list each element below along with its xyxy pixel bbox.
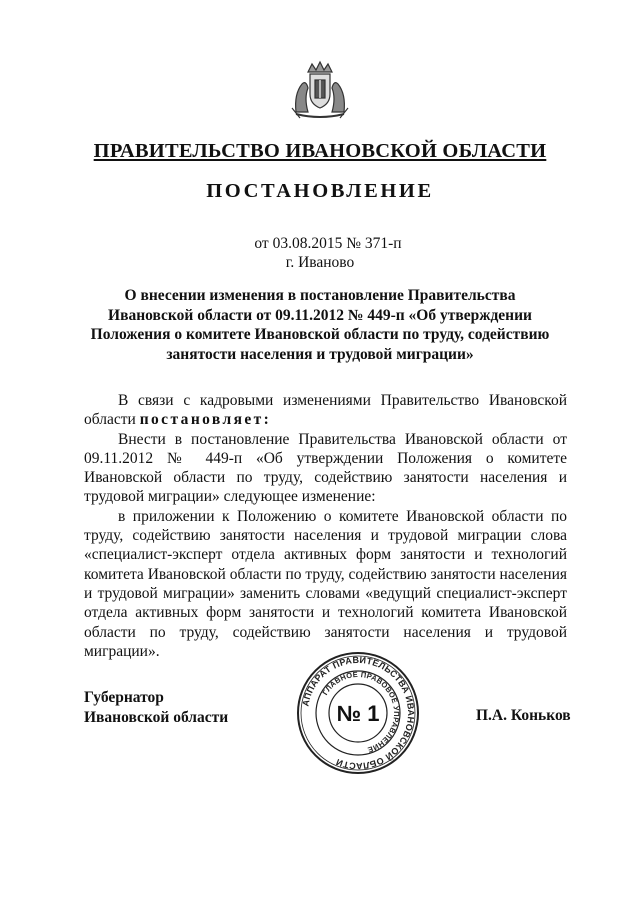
paragraph-amendment: в приложении к Положению о комитете Ивановской области по труду, содействию занятости населения и трудовой миграции слова «специалист-эксперт отдела активных форм занятости и технологий комитета Ивановской области по труду, содействию занятости населения и трудовой миграции» заменить словами «ведущий специалист-эксперт отдела активных форм занятости и технологий комитета Ивановской области по труду, содействию занятости населения и трудовой миграции». [84, 507, 567, 660]
subject-line: Положения о комитете Ивановской области по труду, содействию [90, 326, 550, 343]
preamble-text: В связи с кадровыми изменениями Правительство Ивановской области [84, 392, 567, 429]
position-line: Губернатор [84, 689, 164, 706]
subject-line: Ивановской области от 09.11.2012 № 449-п «Об утверждении [108, 306, 532, 324]
subject-line: О внесении изменения в постановление Правительства [124, 287, 516, 304]
subject-line: занятости населения и трудовой миграции» [166, 345, 474, 363]
signatory-position [84, 688, 228, 727]
resolves-word: постановляет: [139, 411, 272, 429]
paragraph-resolution: Внести в постановление Правительства Ивановской области от 09.11.2012 № 449-п «Об утверждении Положения о комитете Ивановской области по труду, содействию занятости населения и трудовой миграции» следующее изменение: [84, 430, 567, 506]
city: г. Иваново [285, 254, 355, 271]
document-type: ПОСТАНОВЛЕНИЕ [206, 180, 434, 202]
stamp-inner-text: ГЛАВНОЕ ПРАВОВОЕ УПРАВЛЕНИЕ [320, 669, 402, 755]
official-stamp [295, 650, 421, 776]
coat-of-arms-icon [288, 58, 352, 122]
date-and-number: от 03.08.2015 № 371-п [254, 235, 402, 252]
stamp-outer-text: АППАРАТ ПРАВИТЕЛЬСТВА ИВАНОВСКОЙ ОБЛАСТИ [300, 654, 417, 772]
position-line: Ивановской области [84, 708, 229, 726]
paragraph-preamble [84, 391, 567, 430]
organization-title: ПРАВИТЕЛЬСТВО ИВАНОВСКОЙ ОБЛАСТИ [93, 140, 547, 162]
document-subject [90, 286, 550, 364]
signatory-name: П.А. Коньков [476, 707, 571, 724]
document-body [84, 391, 567, 661]
stamp-number: № 1 [336, 701, 380, 726]
